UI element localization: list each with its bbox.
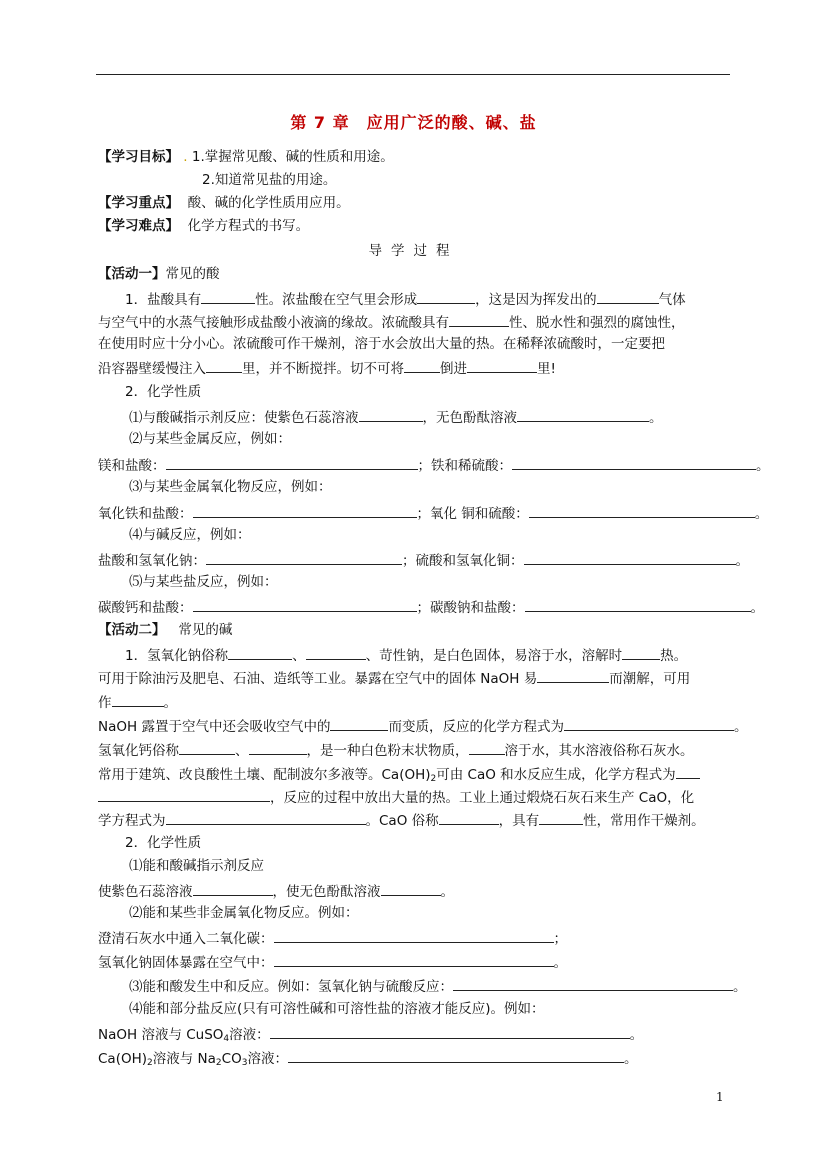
text: ⑴与酸碱指示剂反应：使紫色石蕊溶液: [129, 410, 359, 426]
answer-blank[interactable]: [112, 692, 164, 707]
answer-blank[interactable]: [537, 668, 609, 683]
a2-chem-heading: 2．化学性质: [125, 835, 202, 851]
objectives-label: 【学习目标】: [98, 149, 179, 165]
text: 性、脱水性和强烈的腐蚀性，: [509, 315, 685, 331]
text: ；碳酸钠和盐酸：: [416, 600, 525, 616]
objective-2: 2.知道常见盐的用途。: [202, 172, 337, 188]
answer-blank[interactable]: [453, 976, 733, 991]
a2-r4a-line: [98, 1024, 643, 1048]
text: 而变质，反应的化学方程式为: [388, 719, 564, 735]
text: 。: [754, 506, 769, 522]
a2-line-2: [98, 668, 690, 688]
answer-blank[interactable]: [330, 716, 388, 731]
answer-blank[interactable]: [98, 787, 270, 802]
text: 1．氢氧化钠俗称: [125, 648, 229, 664]
text: 溶于水，其水溶液俗称石灰水。: [504, 743, 694, 759]
answer-blank[interactable]: [524, 550, 736, 565]
text: ；: [553, 931, 567, 947]
answer-blank[interactable]: [512, 455, 756, 470]
text: Ca(OH): [98, 1051, 148, 1067]
text: 。: [440, 884, 454, 900]
a1-q4-line: [98, 550, 749, 570]
answer-blank[interactable]: [564, 716, 734, 731]
text: ，无色酚酞溶液: [422, 410, 517, 426]
a2-r4-heading: ⑷能和部分盐反应(只有可溶性碱和可溶性盐的溶液才能反应)。例如：: [129, 1001, 545, 1017]
text: 氧化铁和盐酸：: [98, 506, 193, 522]
text: 常用于建筑、改良酸性土壤、配制波尔多液等。Ca(OH): [98, 767, 431, 783]
text: ，是一种白色粉末状物质，: [306, 743, 469, 759]
text: 。: [733, 979, 747, 995]
activity1-title: 常见的酸: [165, 266, 220, 282]
text: ；铁和稀硫酸：: [417, 458, 512, 474]
chapter-title: 第 7 章 应用广泛的酸、碱、盐: [290, 113, 537, 132]
text: 。: [649, 410, 663, 426]
text: ，使无色酚酞溶液: [272, 884, 381, 900]
activity1-label: 【活动一】: [98, 266, 166, 282]
text: 可用于除油污及肥皂、石油、造纸等工业。暴露在空气中的固体 NaOH 易: [98, 671, 538, 687]
a2-r4b-line: [98, 1048, 637, 1072]
answer-blank[interactable]: [228, 645, 292, 660]
text: 、: [235, 743, 249, 759]
answer-blank[interactable]: [539, 810, 583, 825]
answer-blank[interactable]: [525, 597, 751, 612]
text: 性。浓盐酸在空气里会形成: [255, 292, 418, 308]
answer-blank[interactable]: [597, 289, 659, 304]
text: ⑶能和酸发生中和反应。例如：氢氧化钠与硫酸反应：: [129, 979, 453, 995]
focus-text: 酸、碱的化学性质用应用。: [187, 195, 350, 211]
answer-blank[interactable]: [274, 928, 554, 943]
activity2-title: 常见的碱: [178, 622, 233, 638]
difficulty-line: [98, 217, 309, 235]
subscript: 3: [241, 1058, 248, 1068]
answer-blank[interactable]: [622, 645, 660, 660]
difficulty-text: 化学方程式的书写。: [187, 218, 310, 234]
answer-blank[interactable]: [201, 289, 255, 304]
activity2-heading: [98, 621, 232, 639]
text: ，这是因为挥发出的: [475, 292, 597, 308]
text: 。: [733, 719, 748, 735]
a2-line-8: [98, 810, 705, 830]
answer-blank[interactable]: [206, 358, 242, 373]
subscript: 2: [215, 1058, 222, 1068]
text: 与空气中的水蒸气接触形成盐酸小液滴的缘故。浓硫酸具有: [98, 315, 449, 331]
text: ，反应的过程中放出大量的热。工业上通过煅烧石灰石来生产 CaO，化: [270, 790, 695, 806]
a2-r1-line: [98, 881, 454, 901]
answer-blank[interactable]: [274, 952, 554, 967]
text: 溶液与 Na: [152, 1051, 216, 1067]
a2-line-4: [98, 716, 747, 736]
text: CO: [221, 1051, 242, 1067]
subscript: 2: [147, 1058, 153, 1068]
a2-line-1: [125, 645, 687, 665]
answer-blank[interactable]: [381, 881, 441, 896]
text: 氢氧化钙俗称: [98, 743, 179, 759]
text: 。: [750, 600, 764, 616]
text: 盐酸和氢氧化钠：: [98, 553, 206, 569]
text: 澄清石灰水中通入二氧化碳：: [98, 931, 274, 947]
answer-blank[interactable]: [193, 597, 417, 612]
answer-blank[interactable]: [404, 358, 440, 373]
text: 倒进: [440, 361, 467, 377]
subscript: 4: [223, 1034, 230, 1044]
text: 学方程式为: [98, 813, 166, 829]
a2-r2-heading: ⑵能和某些非金属氧化物反应。例如：: [129, 905, 359, 921]
a1-q5-heading: ⑸与某些盐反应，例如：: [129, 574, 278, 590]
answer-blank[interactable]: [467, 358, 537, 373]
text: 碳酸钙和盐酸：: [98, 600, 193, 616]
activity2-label: 【活动二】: [98, 622, 166, 638]
a2-line-6: [98, 764, 700, 788]
focus-label: 【学习重点】: [98, 195, 179, 211]
text: 。: [553, 955, 567, 971]
text: ，具有: [498, 813, 540, 829]
text: 可由 CaO 和水反应生成，化学方程式为: [436, 767, 676, 783]
answer-blank[interactable]: [359, 407, 423, 422]
answer-blank[interactable]: [288, 1048, 624, 1063]
a1-q1-line: [129, 407, 663, 427]
subscript: 2: [430, 774, 437, 784]
page-number: 1: [716, 1090, 724, 1104]
text: 作: [98, 695, 112, 711]
a1-q5-line: [98, 597, 764, 617]
a1-q2-line: [98, 455, 770, 475]
text: 。: [623, 1051, 638, 1067]
text: 、: [292, 648, 306, 664]
text: 。CaO 俗称: [365, 813, 439, 829]
a2-r3-line: [129, 976, 747, 996]
text: 气体: [658, 292, 686, 308]
a1-q2-heading: ⑵与某些金属反应，例如：: [129, 431, 291, 447]
text: 热。: [660, 648, 688, 664]
objective-1: 1.掌握常见酸、碱的性质和用途。: [191, 149, 394, 165]
text: 。: [163, 695, 177, 711]
text: 使紫色石蕊溶液: [98, 884, 193, 900]
answer-blank[interactable]: [206, 550, 402, 565]
difficulty-label: 【学习难点】: [98, 218, 179, 234]
text: 。: [756, 458, 770, 474]
a1-line-3: 在使用时应十分小心。浓硫酸可作干燥剂，溶于水会放出大量的热。在稀释浓硫酸时，一定要把: [98, 336, 665, 352]
answer-blank[interactable]: [417, 289, 475, 304]
text: 。: [735, 553, 749, 569]
a2-line-3: [98, 692, 177, 712]
text: 溶液：: [229, 1027, 270, 1043]
answer-blank[interactable]: [306, 645, 366, 660]
text: 沿容器壁缓慢注入: [98, 361, 206, 377]
a2-line-7: [98, 787, 694, 807]
a1-q3-heading: ⑶与某些金属氧化物反应，例如：: [129, 479, 332, 495]
header-rule: [96, 74, 730, 75]
answer-blank[interactable]: [179, 740, 235, 755]
text: 镁和盐酸：: [98, 458, 166, 474]
a1-line-2: [98, 312, 685, 332]
mark-dot: .: [179, 149, 192, 165]
answer-blank[interactable]: [193, 881, 273, 896]
a1-line-4: [98, 358, 556, 378]
a1-chem-heading: 2．化学性质: [125, 384, 202, 400]
answer-blank[interactable]: [439, 810, 499, 825]
text: NaOH 溶液与 CuSO: [98, 1027, 224, 1043]
a2-r1-heading: ⑴能和酸碱指示剂反应: [129, 858, 264, 874]
answer-blank[interactable]: [449, 312, 509, 327]
a1-line-1: [125, 289, 686, 309]
answer-blank[interactable]: [249, 740, 307, 755]
answer-blank[interactable]: [166, 810, 366, 825]
answer-blank[interactable]: [517, 407, 649, 422]
text: 氢氧化钠固体暴露在空气中：: [98, 955, 274, 971]
a2-r2b-line: [98, 952, 567, 972]
answer-blank[interactable]: [529, 503, 755, 518]
text: NaOH 露置于空气中还会吸收空气中的: [98, 719, 331, 735]
text: 里!: [537, 361, 556, 377]
focus-line: [98, 194, 350, 212]
process-heading: 导学过程: [368, 243, 459, 259]
answer-blank[interactable]: [469, 740, 505, 755]
text: 溶液：: [247, 1051, 288, 1067]
a1-q4-heading: ⑷与碱反应，例如：: [129, 527, 251, 543]
answer-blank[interactable]: [270, 1024, 630, 1039]
answer-blank[interactable]: [676, 764, 700, 779]
a1-q3-line: [98, 503, 768, 523]
objectives-line-1: [98, 148, 394, 166]
a2-line-5: [98, 740, 694, 760]
a2-r2a-line: [98, 928, 567, 948]
answer-blank[interactable]: [166, 455, 418, 470]
text: 。: [629, 1027, 644, 1043]
text: ；氧化 铜和硫酸：: [416, 506, 529, 522]
text: 里，并不断搅拌。切不可将: [242, 361, 404, 377]
answer-blank[interactable]: [193, 503, 417, 518]
text: ；硫酸和氢氧化铜：: [402, 553, 524, 569]
text: 、苛性钠，是白色固体，易溶于水，溶解时: [365, 648, 623, 664]
text: 而潮解，可用: [609, 671, 691, 687]
text: 1．盐酸具有: [125, 292, 202, 308]
text: 性，常用作干燥剂。: [583, 813, 705, 829]
activity1-heading: [98, 265, 220, 283]
